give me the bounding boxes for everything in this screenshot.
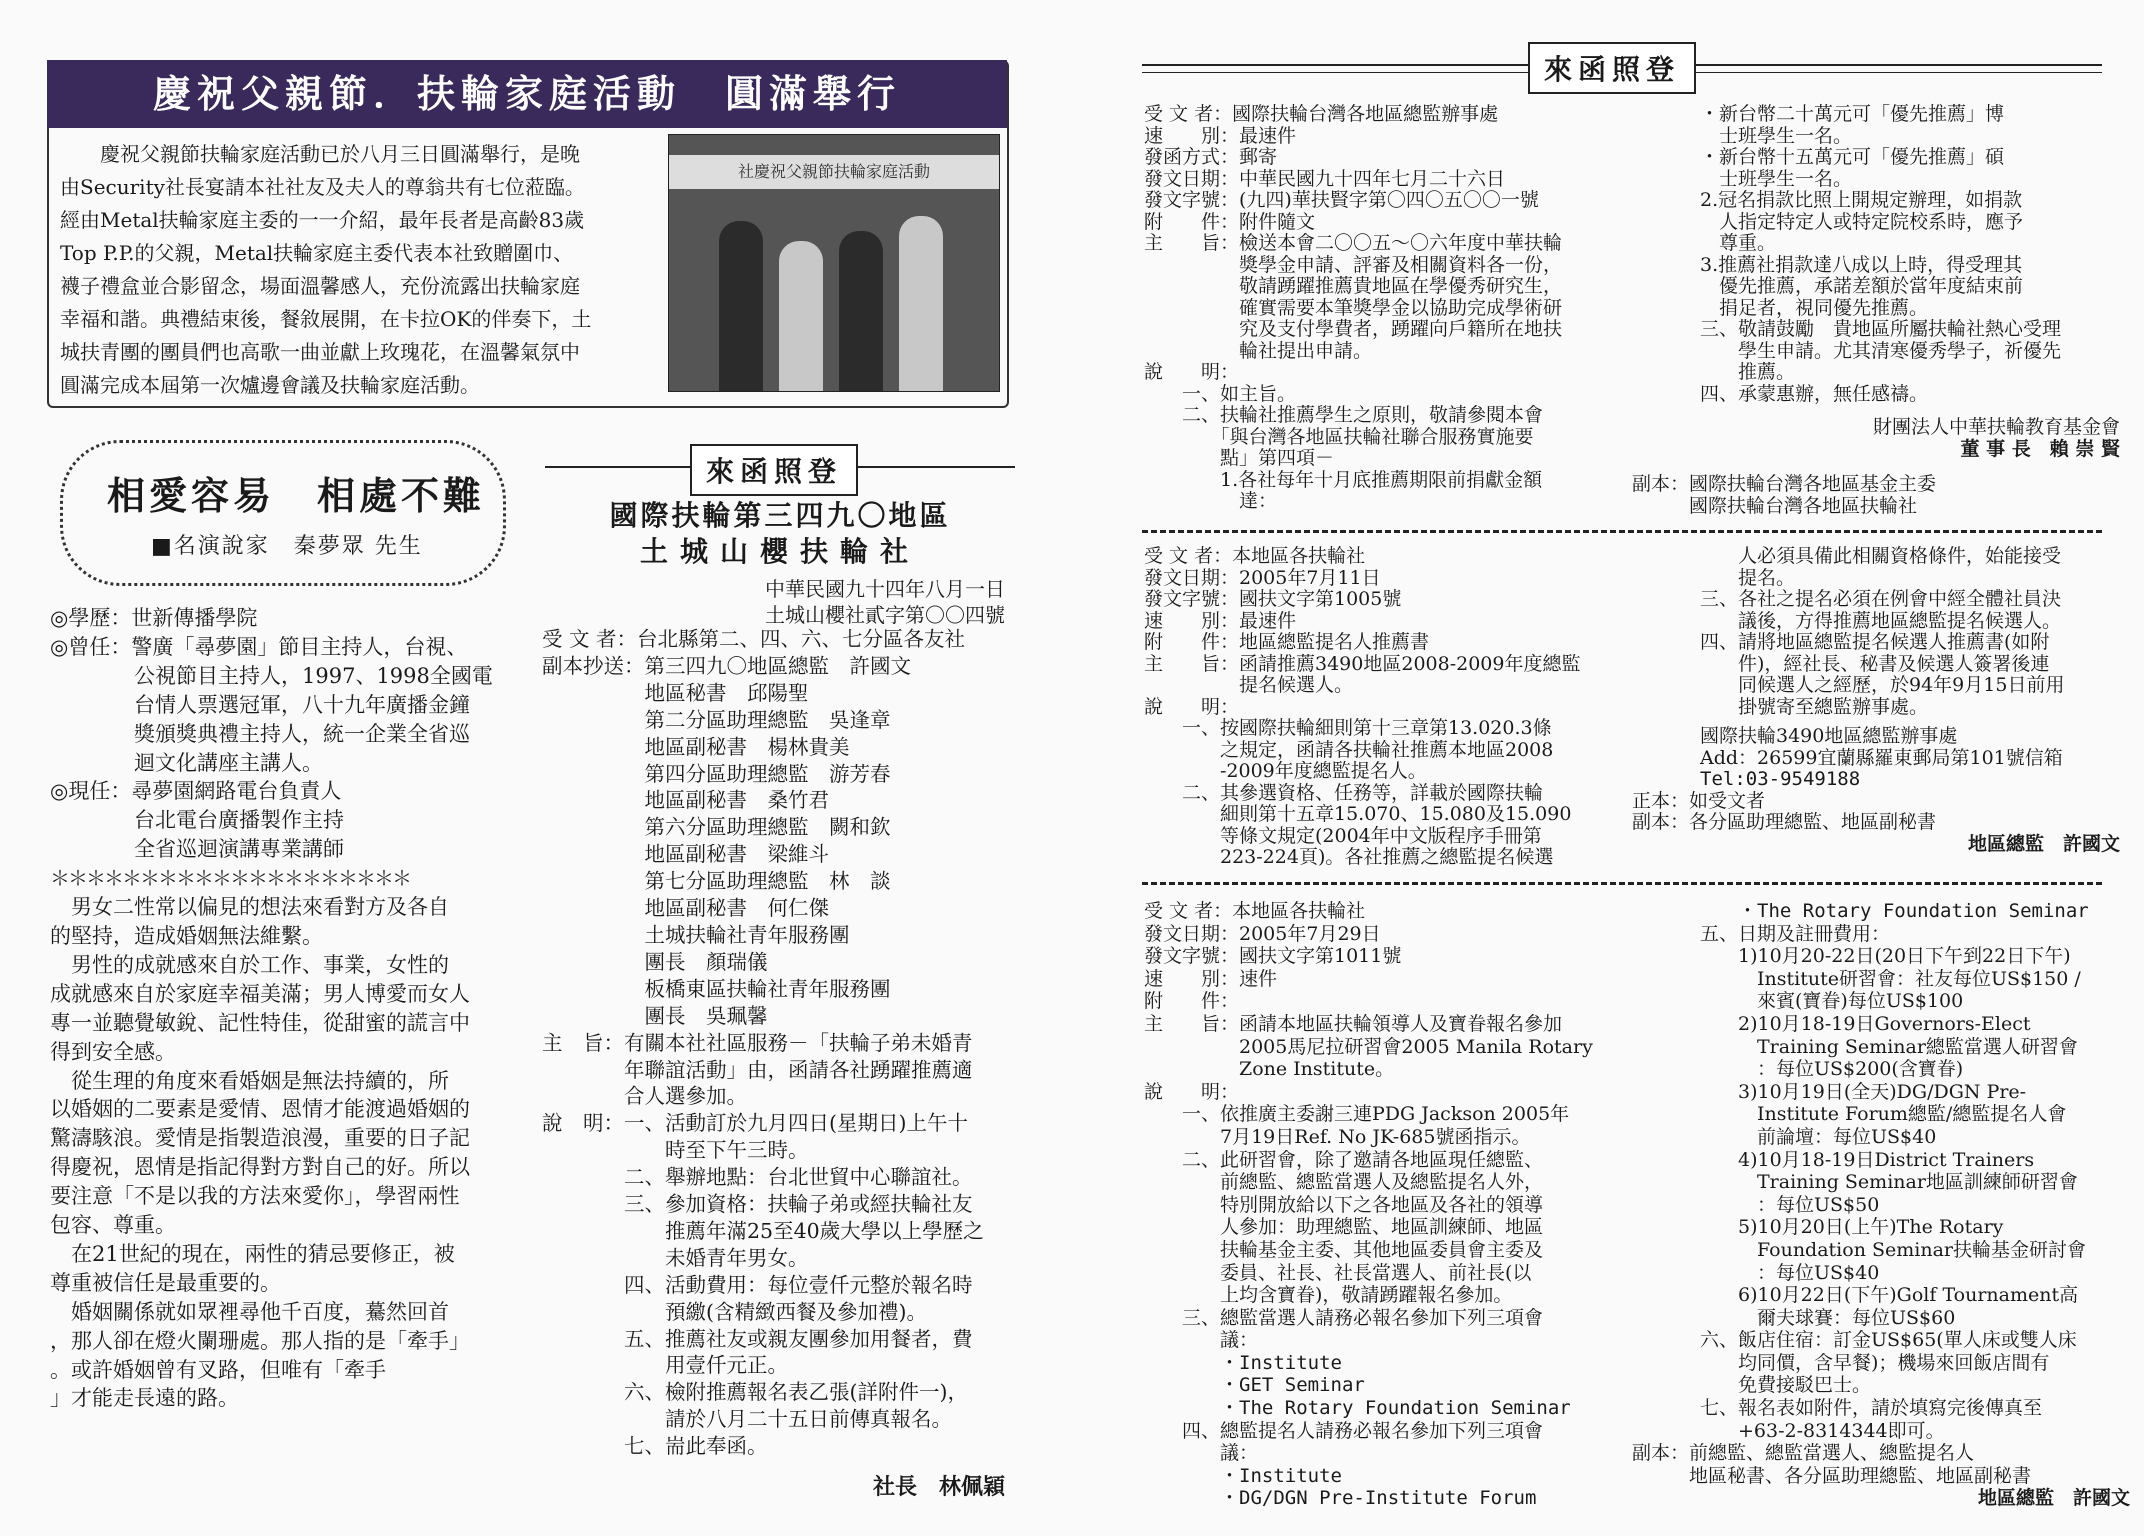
letter2-line: 一、按國際扶輪細則第十三章第13.020.3條 — [1144, 717, 1552, 739]
letter3-line: 六、飯店住宿：訂金US$65(單人床或雙人床 — [1700, 1329, 2077, 1352]
letter-line: 說 明：一、活動訂於九月四日(星期日)上午十 — [542, 1111, 968, 1136]
letter-body — [542, 626, 1022, 1460]
letter3-line: 前論壇：每位US$40 — [1700, 1125, 1937, 1148]
letter1-line: 達： — [1144, 490, 1278, 512]
letter3-line: Training Seminar總監當選人研習會 — [1700, 1035, 2078, 1058]
letter1-line: 發函方式：郵寄 — [1144, 146, 1278, 168]
letter-line: 第六分區助理總監 闕和欽 — [542, 815, 891, 840]
letter2-line: 同候選人之經歷，於94年9月15日前用 — [1700, 674, 2065, 696]
letter-line: 地區副秘書 何仁傑 — [542, 896, 829, 921]
letter3-line: 受 文 者：本地區各扶輪社 — [1144, 900, 1366, 922]
letter2-line: 發文字號：國扶文字第1005號 — [1144, 588, 1402, 610]
letter2-line: 四、請將地區總監提名候選人推薦書(如附 — [1700, 631, 2050, 653]
letter1-line: 確實需要本筆獎學金以協助完成學術研 — [1144, 296, 1563, 319]
org-name-line2: 土城山櫻扶輪社 — [639, 535, 920, 568]
news-line: 圓滿完成本屆第一次爐邊會議及扶輪家庭活動。 — [60, 373, 480, 397]
letter-line: 第七分區助理總監 林 談 — [542, 869, 891, 894]
letter2-line: 人必須具備此相關資格條件，始能接受 — [1700, 545, 2062, 567]
letter1-line: 二、扶輪社推薦學生之原則，敬請參閱本會 — [1144, 404, 1544, 426]
letter3-line: +63-2-8314344即可。 — [1700, 1419, 1945, 1442]
letter1-line: 一、如主旨。 — [1144, 382, 1297, 405]
letter2-line: Tel:03-9549188 — [1700, 768, 1861, 790]
letter3-right — [1632, 900, 2130, 1510]
letter3-line: 2)10月18-19日Governors-Elect — [1700, 1012, 2031, 1035]
right-page — [1072, 0, 2144, 1536]
letter3-line: 均同價，含早餐)；機場來回飯店間有 — [1700, 1351, 2050, 1374]
letter3-line: ・The Rotary Foundation Seminar — [1144, 1397, 1571, 1420]
letter3-line: Institute Forum總監/總監提名人會 — [1700, 1103, 2067, 1126]
letter2-line: 議後，方得推薦地區總監提名候選人。 — [1700, 609, 2062, 632]
letter2-line: 細則第十五章15.070、15.080及15.090 — [1144, 803, 1572, 825]
photo-person — [719, 221, 763, 391]
letter3-line: 附 件： — [1144, 990, 1240, 1013]
letter-line: 二、舉辦地點：台北世貿中心聯誼社。 — [542, 1165, 973, 1190]
letter-signature: 社長 林佩穎 — [872, 1474, 1005, 1500]
letter3-line: 議： — [1144, 1442, 1259, 1465]
letter3-line: 說 明： — [1144, 1080, 1240, 1103]
letter3-line: 議： — [1144, 1329, 1259, 1352]
letter1-line: 學生申請。尤其清寒優秀學子，祈優先 — [1700, 339, 2062, 362]
letter3-line: 2005馬尼拉研習會2005 Manila Rotary — [1144, 1035, 1593, 1058]
letter3-line: ・Institute — [1144, 1464, 1342, 1487]
letter1-line: 捐足者，視同優先推薦。 — [1700, 296, 1929, 319]
letter3-line: Foundation Seminar扶輪基金研討會 — [1700, 1238, 2086, 1261]
letter1-cc — [1632, 474, 2092, 517]
letter3-line: 來賓(寶眷)每位US$100 — [1700, 990, 1964, 1013]
news-line: 幸福和諧。典禮結束後，餐敘展開，在卡拉OK的伴奏下，土 — [60, 307, 592, 331]
letter3-line: 上均含寶眷)，敬請踴躍報名參加。 — [1144, 1284, 1513, 1307]
letter-line: 團長 吳珮馨 — [542, 1003, 768, 1028]
letter1-line: 獎學金申請、評審及相關資料各一份， — [1144, 253, 1563, 276]
letter3-left — [1144, 900, 1704, 1510]
letter3-line: ：每位US$200(含寶眷) — [1700, 1058, 1964, 1081]
letter-line: 三、參加資格：扶輪子弟或經扶輪社友 — [542, 1192, 973, 1217]
letter2-line: 附 件：地區總監提名人推薦書 — [1144, 631, 1430, 653]
article-line: 」才能走長遠的路。 — [50, 1386, 239, 1411]
letter3-line: 四、總監提名人請務必報名參加下列三項會 — [1144, 1419, 1544, 1442]
letter3-line: 副本：前總監、總監當選人、總監提名人 — [1632, 1442, 1975, 1465]
letter2-line: -2009年度總監提名人。 — [1144, 760, 1427, 782]
section-divider — [1142, 530, 2102, 533]
letter1-line: 尊重。 — [1700, 232, 1777, 254]
photo-person — [899, 216, 943, 391]
article-line: 專一並聽覺敏銳、記性特佳，從甜蜜的謊言中 — [50, 1010, 470, 1035]
letter3-line: 一、依推廣主委謝三連PDG Jackson 2005年 — [1144, 1103, 1570, 1126]
letter3-line: 速 別：速件 — [1144, 967, 1278, 990]
letter-badge: 來函照登 — [690, 444, 858, 496]
letter3-line: ・GET Seminar — [1144, 1374, 1365, 1397]
letter-line: 地區副秘書 梁維斗 — [542, 842, 829, 867]
article-line: 得到安全感。 — [50, 1039, 176, 1064]
article-line: 獎頒獎典禮主持人，統一企業全省巡 — [50, 721, 470, 746]
photo-banner: 社慶祝父親節扶輪家庭活動 — [669, 155, 999, 189]
letter1-line: 說 明： — [1144, 361, 1240, 383]
letter1-line: 優先推薦，承諾差額於當年度結束前 — [1700, 275, 2024, 297]
letter3-line: ・Institute — [1144, 1351, 1342, 1374]
article-line: 在21世紀的現在，兩性的猜忌要修正，被 — [50, 1241, 455, 1266]
letter1-signer-org: 財團法人中華扶輪教育基金會 — [1872, 416, 2120, 438]
letter3-line: Institute研習會：社友每位US$150 / — [1700, 967, 2081, 990]
article-line: 公視節目主持人，1997、1998全國電 — [50, 663, 493, 688]
letters-badge: 來函照登 — [1528, 42, 1696, 94]
letter2-line: 說 明： — [1144, 695, 1240, 718]
article-line: ◎學歷：世新傳播學院 — [50, 606, 258, 630]
letter1-line: 人指定特定人或特定院校系時，應予 — [1700, 210, 2024, 233]
letter2-line: 正本：如受文者 — [1632, 789, 1766, 812]
letter3-line: ：每位US$40 — [1700, 1261, 1880, 1284]
letter2-signature: 地區總監 許國文 — [1967, 832, 2120, 855]
letter-line: 年聯誼活動」由，函請各社踴躍推薦適 — [542, 1057, 973, 1082]
letter-line: 六、檢附推薦報名表乙張(詳附件一)， — [542, 1380, 968, 1405]
letter-line: 五、推薦社友或親友團參加用餐者，費 — [542, 1326, 973, 1351]
letter1-line: 三、敬請鼓勵 貴地區所屬扶輪社熱心受理 — [1700, 318, 2062, 340]
letter-date-block — [545, 576, 1005, 628]
news-line: Top P.P.的父親，Metal扶輪家庭主委代表本社致贈圍巾、 — [60, 241, 574, 265]
letter3-signature: 地區總監 許國文 — [1977, 1487, 2130, 1510]
letter3-line: 扶輪基金主委、其他地區委員會主委及 — [1144, 1238, 1544, 1261]
letter-line: 副本抄送：第三四九〇地區總監 許國文 — [542, 653, 911, 678]
cc-line: 副本：國際扶輪台灣各地區基金主委 — [1632, 473, 1937, 495]
letter2-line: 提名。 — [1700, 566, 1796, 589]
letter1-line: 士班學生一名。 — [1700, 167, 1853, 190]
letter1-line: 速 別：最速件 — [1144, 124, 1297, 147]
letter2-left — [1144, 546, 1704, 869]
letter3-line: 委員、社長、社長當選人、前社長(以 — [1144, 1261, 1532, 1284]
letter2-line: 掛號寄至總監辦事處。 — [1700, 695, 1929, 718]
letter1-line: 士班學生一名。 — [1700, 124, 1853, 147]
letter3-line: 6)10月22日(下午)Golf Tournament高 — [1700, 1284, 2079, 1307]
article-byline: ■名演說家 秦夢眾 先生 — [151, 534, 423, 559]
article-line: 台北電台廣播製作主持 — [50, 808, 344, 833]
letter3-line: ・DG/DGN Pre-Institute Forum — [1144, 1487, 1537, 1510]
letter1-line: 附 件：附件隨文 — [1144, 210, 1316, 233]
letter3-line: 特別開放給以下之各地區及各社的領導 — [1144, 1193, 1544, 1216]
letter3-line: 7月19日Ref. No JK-685號函指示。 — [1144, 1125, 1531, 1148]
letter1-line: 究及支付學費者，踴躍向戶籍所在地扶 — [1144, 318, 1563, 340]
letter2-line: 發文日期：2005年7月11日 — [1144, 566, 1381, 589]
letter-line: 團長 顏瑞儀 — [542, 949, 768, 974]
article-line: 成就感來自於家庭幸福美滿；男人博愛而女人 — [50, 981, 470, 1006]
article-line: 得慶祝，恩情是指記得對方對自己的好。所以 — [50, 1155, 470, 1180]
article-line: 男女二性常以偏見的想法來看對方及各自 — [50, 895, 449, 920]
letter1-line: 四、承蒙惠辦，無任感禱。 — [1700, 382, 1929, 405]
article-line: 婚姻關係就如眾裡尋他千百度，驀然回首 — [50, 1299, 449, 1324]
letter-line: 地區副秘書 楊林貴美 — [542, 734, 850, 759]
letter2-line: 受 文 者：本地區各扶輪社 — [1144, 545, 1366, 567]
letter3-line: 免費接駁巴士。 — [1700, 1374, 1872, 1397]
letter1-line: 點」第四項－ — [1144, 447, 1335, 469]
letter-line: 推薦年滿25至40歲大學以上學歷之 — [542, 1218, 984, 1243]
article-body — [50, 604, 520, 1413]
letter1-line: 3.推薦社捐款達八成以上時，得受理其 — [1700, 253, 2023, 276]
letter3-line: Zone Institute。 — [1144, 1058, 1395, 1081]
letter-line: 未婚青年男女。 — [542, 1245, 809, 1270]
letter2-line: 二、其參選資格、任務等，詳載於國際扶輪 — [1144, 781, 1544, 804]
letter1-line: 1.各社每年十月底推薦期限前捐獻金額 — [1144, 468, 1543, 491]
letter2-line: 主 旨：函請推薦3490地區2008-2009年度總監 — [1144, 652, 1581, 675]
letter1-line: 敬請踴躍推薦貴地區在學優秀研究生， — [1144, 275, 1563, 297]
article-line: ◎曾任：警廣「尋夢園」節目主持人，台視、 — [50, 634, 468, 659]
letter1-line: 發文日期：中華民國九十四年七月二十六日 — [1144, 167, 1506, 190]
article-divider: ＊＊＊＊＊＊＊＊＊＊＊＊＊＊＊＊＊＊＊＊ — [50, 866, 410, 891]
letter-line: 合人選參加。 — [542, 1084, 747, 1109]
letter-ref: 土城山櫻社貳字第〇〇四號 — [765, 603, 1005, 627]
letter2-line: Add：26599宜蘭縣羅東郵局第101號信箱 — [1700, 746, 2063, 769]
article-line: 迴文化講座主講人。 — [50, 750, 323, 775]
news-line: 由Security社長宴請本社社友及夫人的尊翁共有七位蒞臨。 — [60, 175, 585, 199]
event-photo — [668, 134, 1000, 392]
letter-line: 第二分區助理總監 吳逢章 — [542, 707, 891, 732]
letter2-line: 副本：各分區助理總監、地區副秘書 — [1632, 811, 1937, 833]
letter3-line: 主 旨：函請本地區扶輪領導人及寶眷報名參加 — [1144, 1012, 1563, 1035]
article-line: ◎現任：尋夢園網路電台負責人 — [50, 779, 342, 804]
letter1-line: ・新台幣十五萬元可「優先推薦」碩 — [1700, 146, 2005, 168]
article-line: 以婚姻的二要素是愛情、恩情才能渡過婚姻的 — [50, 1097, 470, 1122]
letter1-signer-name: 董 事 長 賴 崇 賢 — [1960, 437, 2120, 460]
letter3-line: 發文日期：2005年7月29日 — [1144, 922, 1381, 945]
letter3-line: ：每位US$50 — [1700, 1193, 1880, 1216]
letter1-line: 發文字號：(九四)華扶賢字第〇四〇五〇〇一號 — [1144, 189, 1539, 211]
letter3-line: 1)10月20-22日(20日下午到22日下午) — [1700, 945, 2071, 968]
letter-line: 七、耑此奉函。 — [542, 1434, 768, 1459]
letter1-line: 受 文 者：國際扶輪台灣各地區總監辦事處 — [1144, 103, 1499, 125]
letter1-line: ・新台幣二十萬元可「優先推薦」博 — [1700, 103, 2005, 125]
letter1-left — [1144, 104, 1704, 513]
letter3-line: 4)10月18-19日District Trainers — [1700, 1148, 2035, 1171]
letter2-line: 件)，經社長、秘書及候選人簽署後連 — [1700, 652, 2050, 675]
letter3-line: ・The Rotary Foundation Seminar — [1700, 900, 2089, 922]
news-line: 城扶青團的團員們也高歌一曲並獻上玫瑰花，在溫馨氣氛中 — [60, 340, 580, 364]
letter2-line: 223-224頁)。各社推薦之總監提名候選 — [1144, 846, 1554, 868]
section-divider — [1142, 882, 2102, 885]
letter-date: 中華民國九十四年八月一日 — [765, 577, 1005, 601]
letter3-line: 三、總監當選人請務必報名參加下列三項會 — [1144, 1306, 1544, 1329]
letter1-right — [1700, 104, 2120, 460]
article-line: 的堅持，造成婚姻無法維繫。 — [50, 923, 323, 948]
cc-line: 國際扶輪台灣各地區扶輪社 — [1632, 494, 1918, 517]
letter3-line: 七、報名表如附件，請於填寫完後傳真至 — [1700, 1397, 2043, 1420]
news-banner-title: 慶祝父親節．扶輪家庭活動 圓滿舉行 — [47, 60, 1007, 128]
article-line: 男性的成就感來自於工作、事業，女性的 — [50, 952, 449, 977]
letter2-line: 三、各社之提名必須在例會中經全體社員決 — [1700, 588, 2062, 610]
article-line: 。或許婚姻曾有叉路，但唯有「牽手 — [50, 1357, 386, 1382]
letter1-line: 「與台灣各地區扶輪社聯合服務實施要 — [1144, 425, 1534, 448]
letter1-line: 2.冠名捐款比照上開規定辦理，如捐款 — [1700, 189, 2023, 211]
letter-line: 時至下午三時。 — [542, 1138, 809, 1163]
article-line: ，那人卻在燈火闌珊處。那人指的是「牽手」 — [50, 1328, 470, 1353]
letter3-line: 五、日期及註冊費用： — [1700, 922, 1891, 945]
letter3-line: 爾夫球賽：每位US$60 — [1700, 1306, 1956, 1329]
letter-line: 四、活動費用：每位壹仟元整於報名時 — [542, 1272, 973, 1297]
letter3-line: 人參加：助理總監、地區訓練師、地區 — [1144, 1216, 1544, 1239]
article-line: 從生理的角度來看婚姻是無法持續的，所 — [50, 1068, 449, 1093]
letter-line: 用壹仟元正。 — [542, 1353, 788, 1378]
letter2-line: 之規定，函請各扶輪社推薦本地區2008 — [1144, 738, 1554, 761]
letter3-line: 3)10月19日(全天)DG/DGN Pre- — [1700, 1080, 2027, 1103]
news-line: 經由Metal扶輪家庭主委的一一介紹，最年長者是高齡83歲 — [60, 208, 585, 232]
letter3-line: 地區秘書、各分區助理總監、地區副秘書 — [1632, 1464, 2032, 1487]
letter2-line: 提名候選人。 — [1144, 674, 1354, 696]
letter-line: 預繳(含精緻西餐及參加禮)。 — [542, 1299, 927, 1324]
letter-line: 地區副秘書 桑竹君 — [542, 788, 829, 813]
article-line: 驚濤駭浪。愛情是指製造浪漫，重要的日子記 — [50, 1126, 470, 1151]
letter1-line: 推薦。 — [1700, 361, 1796, 383]
letter3-line: 二、此研習會，除了邀請各地區現任總監、 — [1144, 1148, 1544, 1171]
article-line: 尊重被信任是最重要的。 — [50, 1270, 281, 1295]
letter2-line: 等條文規定(2004年中文版程序手冊第 — [1144, 824, 1542, 847]
letter-line: 受 文 者：台北縣第二、四、六、七分區各友社 — [542, 627, 966, 651]
letter-line: 地區秘書 邱陽聖 — [542, 680, 809, 705]
letter2-line: 速 別：最速件 — [1144, 609, 1297, 632]
letter3-line: 發文字號：國扶文字第1011號 — [1144, 945, 1402, 968]
org-name-line1: 國際扶輪第三四九〇地區 — [609, 499, 951, 532]
news-line: 慶祝父親節扶輪家庭活動已於八月三日圓滿舉行，是晚 — [100, 142, 580, 166]
letter-line: 第四分區助理總監 游芳春 — [542, 761, 891, 786]
article-line: 台情人票選冠軍，八十九年廣播金鐘 — [50, 692, 470, 717]
letter2-line: 國際扶輪3490地區總監辦事處 — [1700, 725, 1958, 747]
article-line: 全省巡迴演講專業講師 — [50, 837, 344, 862]
letter-org — [545, 498, 1015, 570]
letter3-line: 前總監、總監當選人及總監提名人外， — [1144, 1171, 1544, 1194]
letter3-line: 5)10月20日(上午)The Rotary — [1700, 1216, 2004, 1239]
article-line: 要注意「不是以我的方法來愛你」，學習兩性 — [50, 1184, 460, 1209]
letter1-line: 輪社提出申請。 — [1144, 339, 1373, 362]
letter2-right — [1632, 545, 2120, 855]
photo-person — [839, 231, 883, 391]
letter3-line: Training Seminar地區訓練師研習會 — [1700, 1171, 2078, 1194]
letter-line: 板橋東區扶輪社青年服務團 — [542, 976, 891, 1001]
photo-person — [779, 241, 823, 391]
letter-line: 請於八月二十五日前傳真報名。 — [542, 1407, 952, 1432]
news-paragraph — [60, 138, 660, 402]
letter-line: 土城扶輪社青年服務團 — [542, 922, 850, 947]
article-title-frame — [60, 440, 506, 586]
article-line: 包容、尊重。 — [50, 1213, 176, 1238]
article-title: 相愛容易 相處不難 — [107, 473, 486, 518]
letter-line: 主 旨：有關本社社區服務－「扶輪子弟未婚青 — [542, 1030, 973, 1055]
news-line: 襪子禮盒並合影留念，場面溫馨感人，充份流露出扶輪家庭 — [60, 274, 580, 298]
letter1-line: 主 旨：檢送本會二〇〇五～〇六年度中華扶輪 — [1144, 232, 1563, 254]
